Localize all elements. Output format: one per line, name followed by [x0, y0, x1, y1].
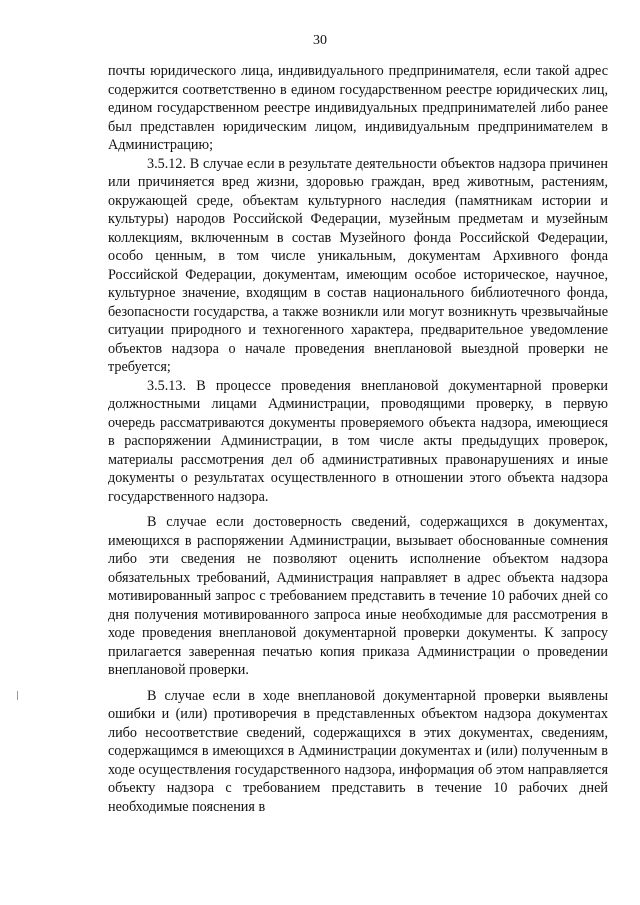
- paragraph-errors-contradictions: В случае если в ходе внеплановой документарной проверки выявлены ошибки и (или) противоречия в представленных объектом надзора документах либо несоответствие сведений, содержащихся в этих документах, сведениям, содержащимся в имеющихся в Администрации документах и (или) полученным в ходе осуществления государственного надзора, информация об этом направляется объекту надзора с требованием представить в течение 10 рабочих дней необходимые пояснения в: [108, 687, 608, 815]
- document-body: [108, 62, 608, 816]
- paragraph-3-5-13: 3.5.13. В процессе проведения внеплановой документарной проверки должностными лицами Администрации, проводящими проверку, в первую очередь рассматриваются документы проверяемого объекта надзора, имеющиеся в распоряжении Администрации, в том числе акты предыдущих проверок, материалы рассмотрения дел об административных правонарушениях и иные документы о результатах осуществленного в отношении этого объекта надзора государственного надзора.: [108, 377, 608, 505]
- paragraph-request-documents: В случае если достоверность сведений, содержащихся в документах, имеющихся в распоряжении Администрации, вызывает обоснованные сомнения либо эти сведения не позволяют оценить исполнение объектом надзора обязательных требований, Администрация направляет в адрес объекта надзора мотивированный запрос с требованием представить в течение 10 рабочих дней со дня получения мотивированного запроса иные необходимые для рассмотрения в ходе проведения внеплановой документарной проверки документы. К запросу прилагается заверенная печатью копия приказа Администрации о проведении внеплановой проверки.: [108, 514, 608, 678]
- scan-margin-mark: [17, 691, 18, 700]
- paragraph-3-5-12: 3.5.12. В случае если в результате деятельности объектов надзора причинен или причиняется вред жизни, здоровью граждан, вред животным, растениям, окружающей среде, объектам культурного наследия (памятникам истории и культуры) народов Российской Федерации, музейным предметам и музейным коллекциям, включенным в состав Музейного фонда Российской Федерации, особо ценным, в том числе уникальным, документам Архивного фонда Российской Федерации, документам, имеющим особое историческое, научное, культурное значение, входящим в состав национального библиотечного фонда, безопасности государства, а также возникли или могут возникнуть чрезвычайные ситуации природного и техногенного характера, предварительное уведомление объектов надзора о начале проведения внеплановой выездной проверки не требуется;: [108, 155, 608, 375]
- paragraph-continuation: почты юридического лица, индивидуального предпринимателя, если такой адрес содержится соответственно в едином государственном реестре юридических лиц, едином государственном реестре индивидуальных предпринимателей либо ранее был представлен юридическим лицом, индивидуальным предпринимателем в Администрацию;: [108, 63, 608, 153]
- page-number: 30: [313, 33, 327, 48]
